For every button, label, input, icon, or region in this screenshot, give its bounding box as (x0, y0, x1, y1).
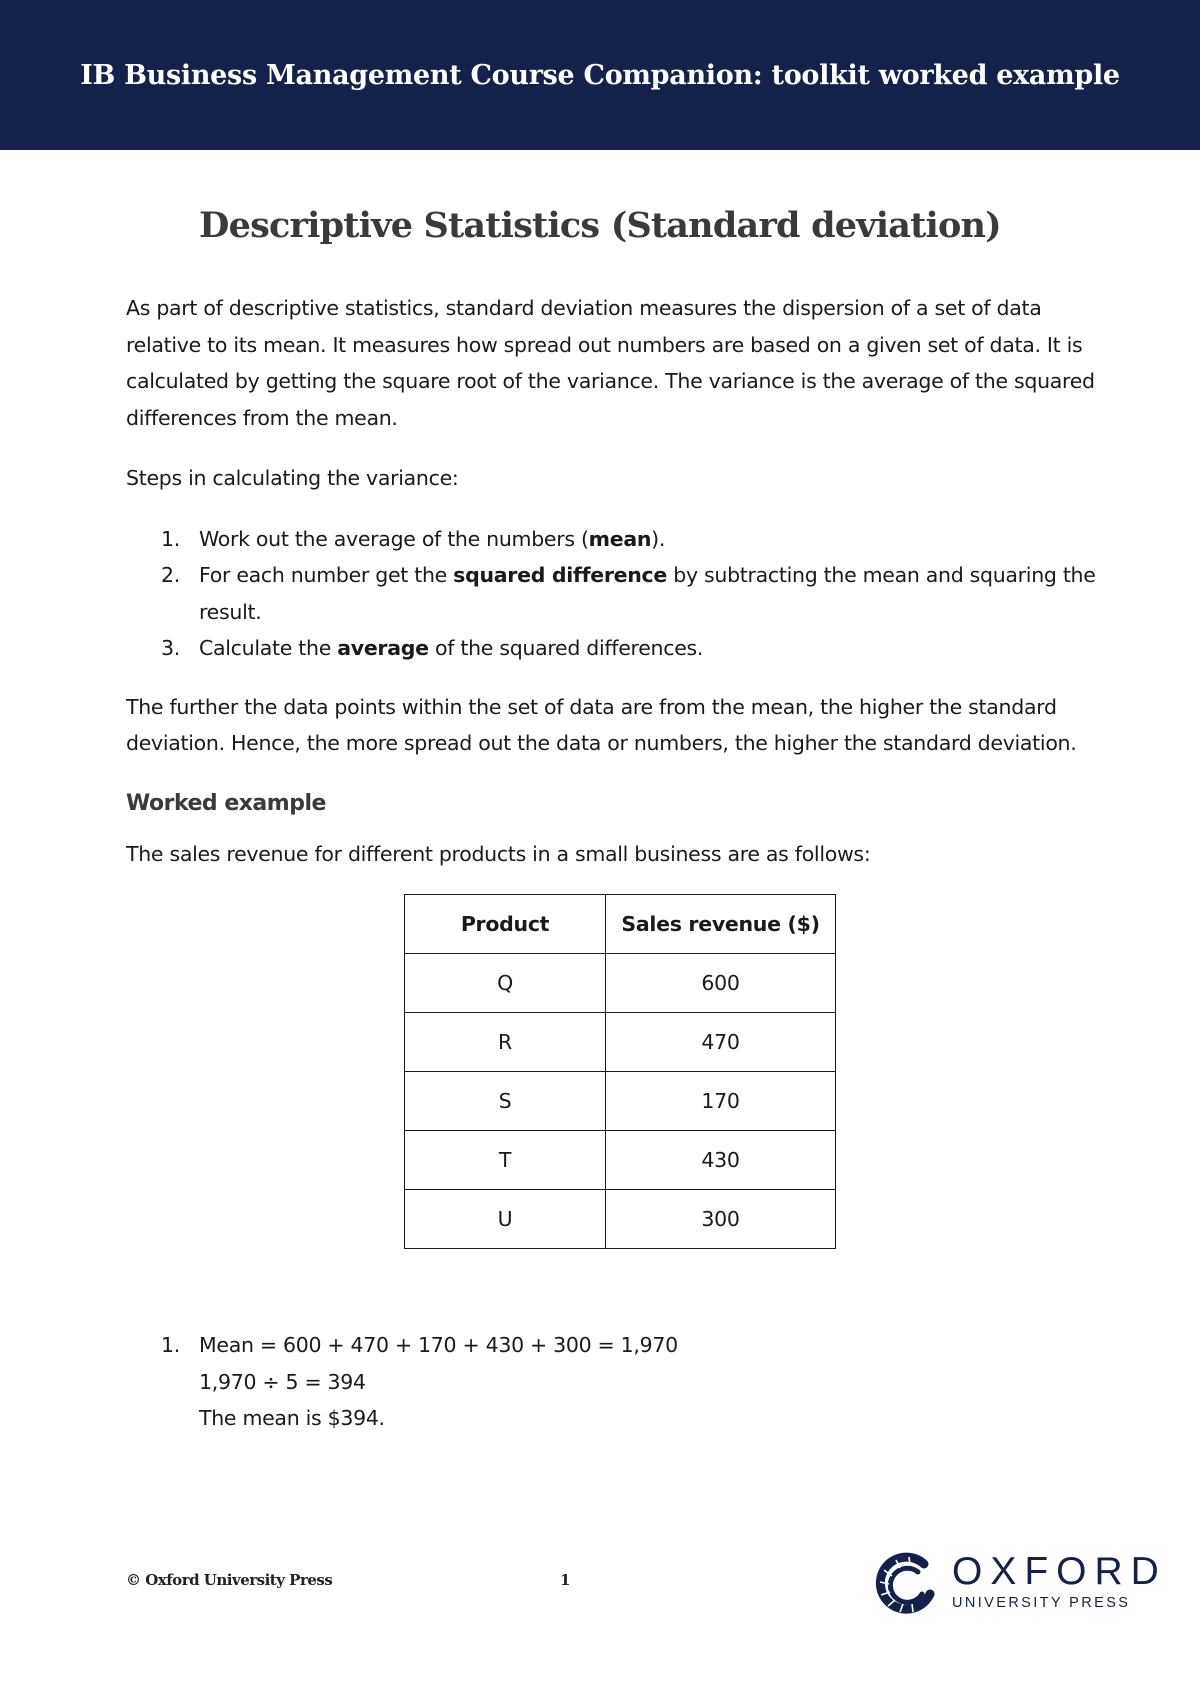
list-item (126, 557, 1116, 630)
worked-example-intro: The sales revenue for different products in a small business are as follows: (126, 842, 871, 866)
worked-example-heading: Worked example (126, 790, 326, 816)
column-header-product: Product (405, 895, 606, 954)
revenue-cell: 470 (606, 1013, 836, 1072)
table-row (405, 1190, 836, 1249)
step-text: For each number get the (199, 563, 454, 587)
revenue-cell: 430 (606, 1131, 836, 1190)
step-text: of the squared differences. (428, 636, 704, 660)
column-header-sales-revenue: Sales revenue ($) (606, 895, 836, 954)
logo-wordmark: OXFORD (952, 1550, 1167, 1593)
step-text: by subtracting the mean and squaring the result. (199, 563, 1096, 624)
header-title: IB Business Management Course Companion: toolkit worked example (80, 59, 1120, 91)
step-bold-term: mean (588, 526, 652, 551)
steps-list (126, 521, 1116, 667)
oxford-university-press-logo (872, 1550, 1167, 1622)
table-row (405, 1013, 836, 1072)
intro-paragraph: As part of descriptive statistics, standard deviation measures the dispersion of a set of data relative to its mean. It measures how spread out numbers are based on a given set of data. It is calculated by getting the square root of the variance. The variance is the average of the squared differences from the mean. (126, 296, 1095, 430)
table-row (405, 1072, 836, 1131)
logo-subtitle: UNIVERSITY PRESS (952, 1595, 1131, 1611)
calculation-text: Mean = 600 + 470 + 170 + 430 + 300 = 1,970 (199, 1333, 678, 1357)
calculation-text: 1,970 ÷ 5 = 394 (199, 1369, 366, 1394)
steps-intro: Steps in calculating the variance: (126, 466, 459, 490)
product-cell: R (405, 1013, 606, 1072)
footer-copyright: © Oxford University Press (126, 1571, 333, 1589)
header-band (0, 0, 1200, 150)
main-content (126, 290, 1116, 897)
step-text: Calculate the (199, 636, 338, 660)
further-paragraph: The further the data points within the set of data are from the mean, the higher the standard deviation. Hence, the more spread out the data or numbers, the higher the standard deviation. (126, 694, 1077, 755)
revenue-cell: 300 (606, 1190, 836, 1249)
step-bold-term: average (337, 636, 429, 660)
calculation-line (126, 1400, 1026, 1437)
page-title: Descriptive Statistics (Standard deviation) (199, 205, 1001, 246)
sales-revenue-table (404, 894, 836, 1249)
page-number: 1 (560, 1571, 571, 1589)
step-number: 3. (161, 636, 180, 660)
calculation-text: The mean is $394. (199, 1406, 385, 1430)
step-number: 2. (161, 563, 180, 587)
calculation-line (126, 1327, 1026, 1364)
product-cell: Q (405, 954, 606, 1013)
table-header-row (405, 895, 836, 954)
product-cell: S (405, 1072, 606, 1131)
table-row (405, 954, 836, 1013)
list-item (126, 630, 1116, 667)
revenue-cell: 170 (606, 1072, 836, 1131)
step-text: ). (651, 526, 666, 551)
oup-swirl-icon (872, 1550, 944, 1622)
step-number: 1. (161, 526, 180, 551)
mean-calculation (126, 1327, 1026, 1437)
product-cell: T (405, 1131, 606, 1190)
step-bold-term: squared difference (453, 563, 668, 587)
step-text: Work out the average of the numbers ( (199, 526, 589, 551)
calculation-number: 1. (161, 1333, 180, 1357)
product-cell: U (405, 1190, 606, 1249)
calculation-line (126, 1364, 1026, 1401)
revenue-cell: 600 (606, 954, 836, 1013)
list-item (126, 521, 1116, 558)
table-row (405, 1131, 836, 1190)
